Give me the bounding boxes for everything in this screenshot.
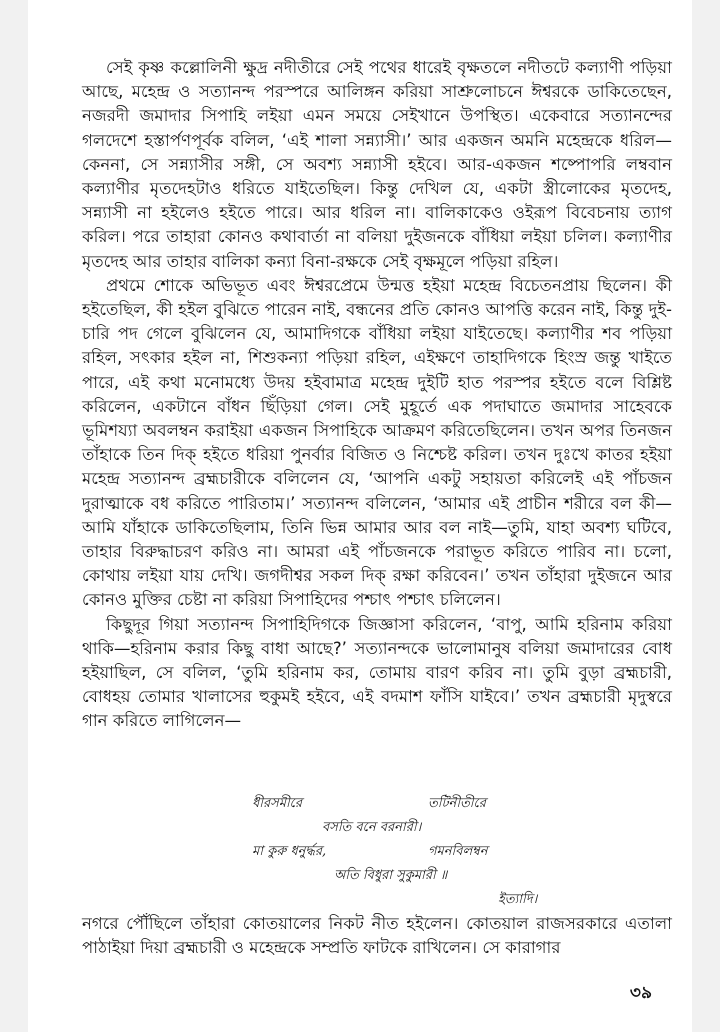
verse-right: গমনবিলম্বন	[428, 844, 488, 859]
book-page	[28, 0, 692, 1032]
verse-line	[250, 888, 590, 912]
verse-line	[250, 864, 590, 888]
verse-left: ধীরসমীরে	[252, 796, 303, 811]
page-number: ৩৯	[629, 983, 652, 1003]
verse-line	[250, 840, 590, 864]
paragraph: নগরে পৌঁছিলে তাঁহারা কোতয়ালের নিকট নীত হইলেন। কোতয়াল রাজসরকারে এতালা পাঠাইয়া দিয়া ব্রহ্মচারী ও মহেন্দ্রকে সম্প্রতি ফাটকে রাখিলেন। সে কারাগার	[82, 914, 672, 958]
paragraph: সেই কৃষ্ণ কল্লোলিনী ক্ষুদ্র নদীতীরে সেই পথের ধারেই বৃক্ষতলে নদীতটে কল্যাণী পড়িয়া আছে, মহেন্দ্র ও সত্যানন্দ পরস্পরে আলিঙ্গন করিয়া সাশ্রুলোচনে ঈশ্বরকে ডাকিতেছেন, নজরদী জমাদার সিপাহি লইয়া এমন সময়ে সেইখানে উপস্থিত। একেবারে সত্যানন্দের গলদেশে হস্তার্পণপূর্বক বলিল, ‘এই শালা সন্ন্যাসী।’ আর একজন অমনি মহেন্দ্রকে ধরিল—কেননা, সে সন্ন্যাসীর সঙ্গী, সে অবশ্য সন্ন্যাসী হইবে। আর-একজন শষ্পোপরি লম্ববান কল্যাণীর মৃতদেহটাও ধরিতে যাইতেছিল। কিন্তু দেখিল যে, একটা স্ত্রীলোকের মৃতদেহ, সন্ন্যাসী না হইলেও হইতে পারে। আর ধরিল না। বালিকাকেও ওইরূপ বিবেচনায় ত্যাগ করিল। পরে তাহারা কোনও কথাবার্তা না বলিয়া দুইজনকে বাঁধিয়া লইয়া চলিল। কল্যাণীর মৃতদেহ আর তাহার বালিকা কন্যা বিনা-রক্ষকে সেই বৃক্ষমূলে পড়িয়া রহিল।	[82, 58, 672, 271]
verse-left: মা কুরু ধনুর্দ্ধর,	[252, 844, 327, 859]
closing-text	[82, 912, 672, 960]
verse-text: অতি বিধুরা সুকুমারী ॥	[334, 868, 448, 883]
song-verse	[250, 792, 590, 912]
main-text	[82, 56, 672, 734]
verse-text: বসতি বনে বরনারী।	[322, 820, 422, 835]
paragraph: প্রথমে শোকে অভিভূত এবং ঈশ্বরপ্রেমে উন্মত্ত হইয়া মহেন্দ্র বিচেতনপ্রায় ছিলেন। কী হইতেছিল, কী হইল বুঝিতে পারেন নাই, বন্ধনের প্রতি কোনও আপত্তি করেন নাই, কিন্তু দুই-চারি পদ গেলে বুঝিলেন যে, আমাদিগকে বাঁধিয়া লইয়া যাইতেছে। কল্যাণীর শব পড়িয়া রহিল, সৎকার হইল না, শিশুকন্যা পড়িয়া রহিল, এইক্ষণে তাহাদিগকে হিংস্র জন্তু খাইতে পারে, এই কথা মনোমধ্যে উদয় হইবামাত্র মহেন্দ্র দুইটি হাত পরস্পর হইতে বলে বিশ্লিষ্ট করিলেন, একটানে বাঁধন ছিঁড়িয়া গেল। সেই মুহূর্তে এক পদাঘাতে জমাদার সাহেবকে ভূমিশয্যা অবলম্বন করাইয়া একজন সিপাহিকে আক্রমণ করিতেছিলেন। তখন অপর তিনজন তাঁহাকে তিন দিক্ হইতে ধরিয়া পুনর্বার বিজিত ও নিশ্চেষ্ট করিল। তখন দুঃখে কাতর হইয়া মহেন্দ্র সত্যানন্দ ব্রহ্মচারীকে বলিলেন যে, ‘আপনি একটু সহায়তা করিলেই এই পাঁচজন দুরাত্মাকে বধ করিতে পারিতাম।’ সত্যানন্দ বলিলেন, ‘আমার এই প্রাচীন শরীরে বল কী—আমি যাঁহাকে ডাকিতেছিলাম, তিনি ভিন্ন আমার আর বল নাই—তুমি, যাহা অবশ্য ঘটিবে, তাহার বিরুদ্ধাচরণ করিও না। আমরা এই পাঁচজনকে পরাভূত করিতে পারিব না। চলো, কোথায় লইয়া যায় দেখি। জগদীশ্বর সকল দিক্ রক্ষা করিবেন।’ তখন তাঁহারা দুইজনে আর কোনও মুক্তির চেষ্টা না করিয়া সিপাহিদের পশ্চাৎ পশ্চাৎ চলিলেন।	[82, 275, 672, 610]
verse-etcetera: ইত্যাদি।	[498, 892, 538, 907]
verse-line	[250, 792, 590, 816]
verse-line	[250, 816, 590, 840]
verse-right: তটিনীতীরে	[428, 796, 486, 811]
paragraph: কিছুদূর গিয়া সত্যানন্দ সিপাহিদিগকে জিজ্ঞাসা করিলেন, ‘বাপু, আমি হরিনাম করিয়া থাকি—হরিনাম করার কিছু বাধা আছে?’ সত্যানন্দকে ভালোমানুষ বলিয়া জমাদারের বোধ হইয়াছিল, সে বলিল, ‘তুমি হরিনাম কর, তোমায় বারণ করিব না। তুমি বুড়া ব্রহ্মচারী, বোধহয় তোমার খালাসের হুকুমই হইবে, এই বদমাশ ফাঁসি যাইবে।’ তখন ব্রহ্মচারী মৃদুস্বরে গান করিতে লাগিলেন—	[82, 614, 672, 731]
